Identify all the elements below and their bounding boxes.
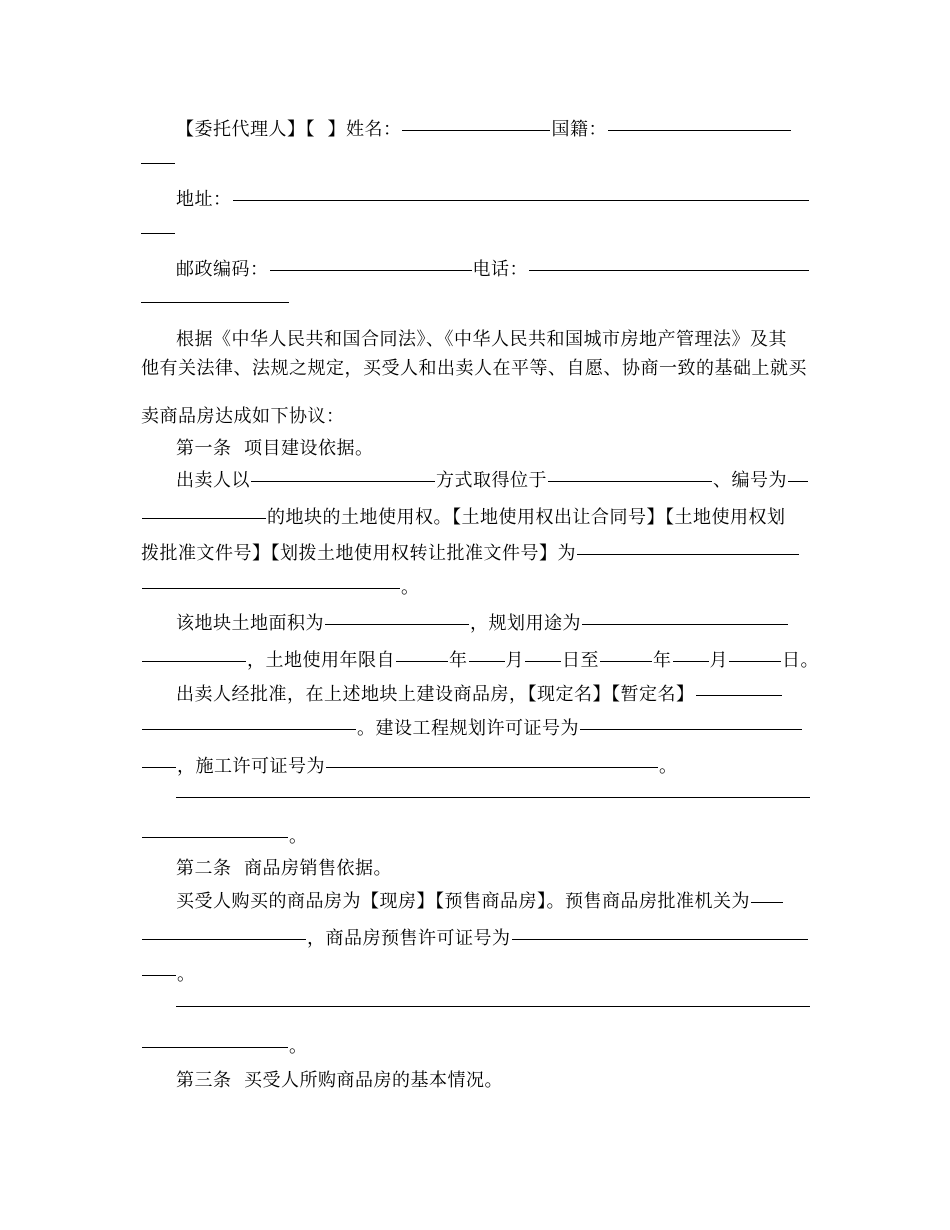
- text-month: 月: [505, 650, 524, 671]
- article1-p2-line2: [141, 648, 819, 674]
- address-label: 地址：: [176, 189, 232, 210]
- text-number: 、编号为: [713, 470, 787, 491]
- article2-p2-line2: [141, 1034, 308, 1060]
- project-name-blank-cont: [142, 729, 356, 730]
- approval-doc-blank-cont: [142, 588, 400, 589]
- text-year-2: 年: [653, 650, 672, 671]
- article2-p1-line1: [176, 889, 784, 915]
- nationality-blank: [608, 130, 791, 131]
- preamble-line-1: 根据《中华人民共和国合同法》、《中华人民共和国城市房地产管理法》及其: [176, 329, 787, 350]
- location-blank: [548, 481, 712, 482]
- parcel-number-blank-cont: [142, 518, 266, 519]
- article3-title: 第三条 买受人所购商品房的基本情况。: [176, 1070, 503, 1091]
- address-blank: [233, 200, 809, 201]
- text-construction-permit: ，施工许可证号为: [177, 756, 325, 777]
- postcode-label: 邮政编码：: [176, 259, 269, 280]
- text-month-2: 月: [709, 650, 728, 671]
- text-land-use-right: 的地块的土地使用权。【土地使用权出让合同号】【土地使用权划: [267, 507, 786, 528]
- text-year: 年: [449, 650, 468, 671]
- address-blank-cont: [141, 233, 175, 234]
- construction-permit-blank: [326, 767, 658, 768]
- preamble-line-3: 卖商品房达成如下协议：: [141, 406, 345, 427]
- end-year-blank: [600, 661, 652, 662]
- article1-p4-line2: [141, 824, 308, 850]
- agent-name-label: 【委托代理人】【 】姓名：: [176, 119, 402, 140]
- land-area-blank: [325, 624, 469, 625]
- agent-name-line: [176, 117, 792, 143]
- presale-authority-blank-cont: [142, 939, 306, 940]
- article2-title: 第二条 商品房销售依据。: [176, 858, 392, 879]
- phone-blank: [529, 270, 809, 271]
- text-located-at: 方式取得位于: [436, 470, 547, 491]
- article1-p2-line1: [176, 611, 789, 637]
- end-day-blank: [729, 661, 781, 662]
- phone-label: 电话：: [472, 259, 528, 280]
- text-approval-docs: 拨批准文件号】【划拨土地使用权转让批准文件号】为: [141, 543, 576, 564]
- extra-blank-2-cont: [142, 1047, 288, 1048]
- article1-title: 第一条 项目建设依据。: [176, 438, 374, 459]
- text-planned-use: ，规划用途为: [470, 613, 581, 634]
- text-presale-permit: ，商品房预售许可证号为: [307, 928, 511, 949]
- text-use-period: ，土地使用年限自: [247, 650, 395, 671]
- parcel-number-blank: [788, 481, 808, 482]
- end-month-blank: [673, 661, 709, 662]
- article1-p3-line3: [141, 754, 678, 780]
- planned-use-blank: [582, 624, 788, 625]
- phone-blank-cont: [141, 302, 289, 303]
- extra-blank-1: [176, 797, 810, 798]
- planning-permit-blank: [580, 729, 802, 730]
- period-5: 。: [289, 1036, 308, 1057]
- text-day-end: 日。: [782, 650, 819, 671]
- text-presale-authority: 买受人购买的商品房为【现房】【预售商品房】。预售商品房批准机关为: [176, 891, 750, 912]
- presale-permit-blank: [512, 939, 808, 940]
- planning-permit-blank-cont: [142, 767, 176, 768]
- start-month-blank: [469, 661, 505, 662]
- period: 。: [401, 577, 420, 598]
- extra-blank-1-cont: [142, 837, 288, 838]
- text-land-area: 该地块土地面积为: [176, 613, 324, 634]
- text-seller-by: 出卖人以: [176, 470, 250, 491]
- presale-authority-blank: [751, 902, 783, 903]
- acquire-method-blank: [251, 481, 435, 482]
- extra-blank-2: [176, 1006, 810, 1007]
- article1-p1-line4: [141, 575, 420, 601]
- period-3: 。: [289, 826, 308, 847]
- project-name-blank: [696, 695, 782, 696]
- nationality-label: 国籍：: [551, 119, 607, 140]
- article2-p1-line3: [141, 962, 196, 988]
- article1-p1-line3: [141, 541, 800, 567]
- start-year-blank: [396, 661, 448, 662]
- presale-permit-blank-cont: [142, 975, 176, 976]
- article1-p3-line2: [141, 716, 803, 742]
- period-2: 。: [659, 756, 678, 777]
- article1-p1-line1: [176, 468, 809, 494]
- postcode-line: [176, 257, 810, 283]
- approval-doc-blank: [577, 554, 799, 555]
- period-4: 。: [177, 964, 196, 985]
- preamble-line-2: 他有关法律、法规之规定，买受人和出卖人在平等、自愿、协商一致的基础上就买: [141, 358, 807, 379]
- start-day-blank: [525, 661, 561, 662]
- postcode-blank: [270, 270, 472, 271]
- address-line: [176, 187, 810, 213]
- article1-p1-line2: [141, 505, 786, 531]
- name-blank: [402, 130, 550, 131]
- text-project-name: 出卖人经批准，在上述地块上建设商品房，【现定名】【暂定名】: [176, 684, 695, 705]
- text-day-to: 日至: [562, 650, 599, 671]
- article1-p3-line1: [176, 682, 783, 708]
- article2-p1-line2: [141, 926, 809, 952]
- planned-use-blank-cont: [142, 661, 246, 662]
- nationality-blank-cont: [141, 163, 175, 164]
- text-planning-permit: 。建设工程规划许可证号为: [357, 718, 579, 739]
